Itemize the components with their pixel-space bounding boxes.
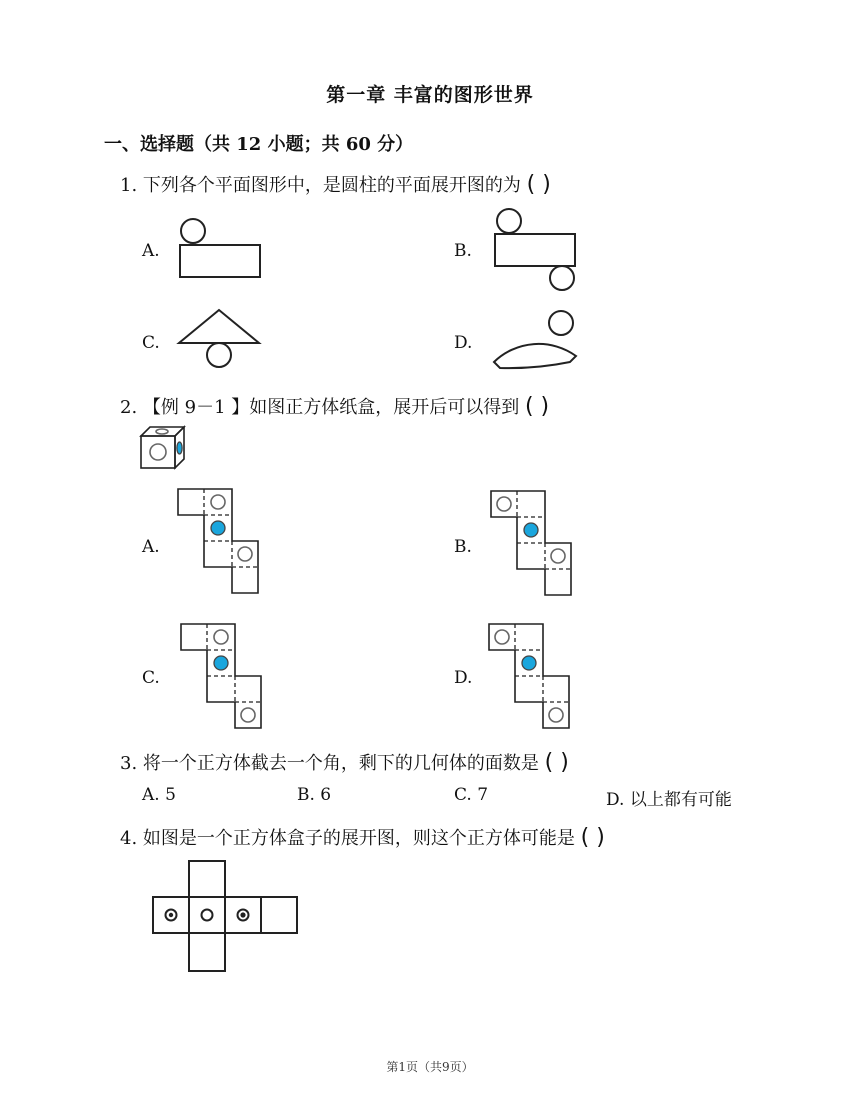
question-2 — [120, 393, 549, 419]
q2-option-c-net — [179, 622, 265, 732]
q1-option-b-figure — [490, 206, 582, 296]
page-footer: 第1页（共9页） — [386, 1060, 474, 1074]
q1-option-d-label[interactable]: D. — [454, 333, 473, 353]
question-2-answer-paren[interactable]: ( ) — [524, 394, 550, 419]
q1-option-c-figure — [175, 306, 265, 372]
q2-option-b-net — [489, 489, 575, 599]
q1-option-a-label[interactable]: A. — [142, 241, 160, 261]
q2-option-d-label[interactable]: D. — [454, 668, 473, 688]
q1-option-c-label[interactable]: C. — [142, 333, 160, 353]
question-4 — [120, 824, 605, 850]
q4-cube-net — [152, 860, 300, 974]
q3-option-d[interactable]: D. 以上都有可能 — [606, 790, 732, 810]
q3-option-a[interactable]: A. 5 — [142, 785, 176, 805]
q2-option-a-label[interactable]: A. — [142, 537, 160, 557]
question-1-answer-paren[interactable]: ( ) — [526, 172, 551, 197]
q1-option-b-label[interactable]: B. — [454, 241, 472, 261]
question-4-stem: 4. 如图是一个正方体盒子的展开图，则这个正方体可能是 — [120, 828, 575, 849]
q2-option-d-net — [487, 622, 573, 732]
question-1-stem: 1. 下列各个平面图形中，是圆柱的平面展开图的为 — [120, 175, 521, 196]
question-2-stem: 2. 【例 9－1 】如图正方体纸盒，展开后可以得到 — [120, 397, 520, 418]
q2-option-a-net — [176, 487, 262, 597]
cube-box-figure — [138, 424, 188, 472]
question-3-answer-paren[interactable]: ( ) — [544, 750, 569, 775]
question-4-answer-paren[interactable]: ( ) — [580, 825, 605, 850]
question-1 — [120, 171, 551, 197]
question-3 — [120, 749, 569, 775]
q3-option-c[interactable]: C. 7 — [454, 785, 489, 805]
q3-option-b[interactable]: B. 6 — [297, 785, 332, 805]
q1-option-a-figure — [175, 214, 265, 280]
section-heading: 一、选择题（共 12 小题；共 60 分） — [104, 134, 414, 155]
page-title: 第一章 丰富的图形世界 — [326, 84, 534, 106]
question-3-stem: 3. 将一个正方体截去一个角，剩下的几何体的面数是 — [120, 753, 539, 774]
q1-option-d-figure — [488, 306, 584, 372]
q2-option-c-label[interactable]: C. — [142, 668, 160, 688]
q2-option-b-label[interactable]: B. — [454, 537, 472, 557]
